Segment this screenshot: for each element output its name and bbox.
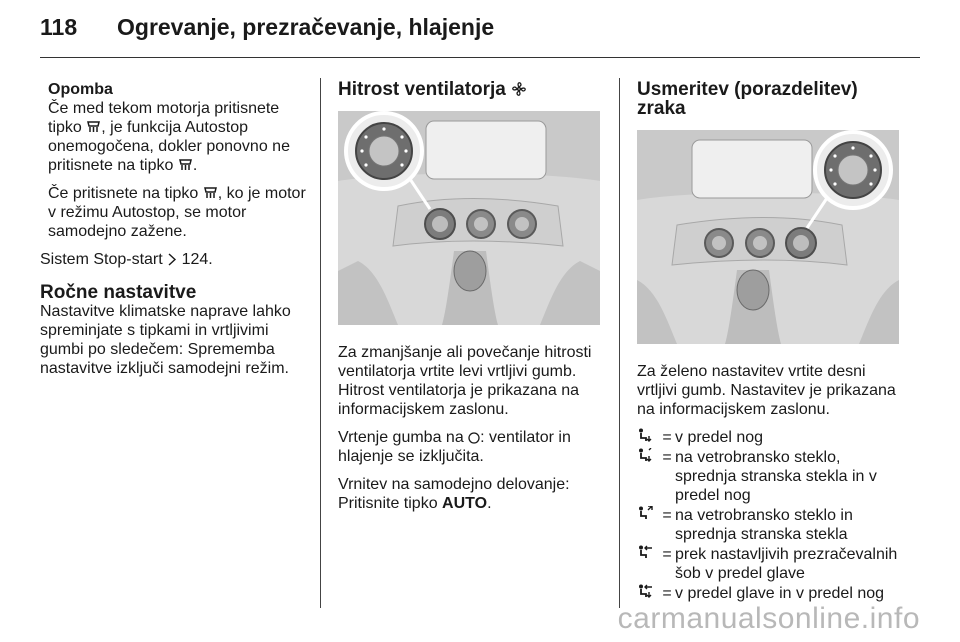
note-text: Če pritisnete na tipko [48,185,203,202]
header-rule [40,57,920,58]
note-paragraph-1 [48,99,308,175]
off-circle-icon [468,432,480,444]
dashboard-distribution-knob-figure [637,130,899,344]
list-equals: = [662,585,672,602]
list-item-text: prek nastavljivih prezračevalnih šob v predel glave [675,546,898,582]
list-item [637,545,905,583]
fan-speed-text-1: Za zmanjšanje ali povečanje hitrosti ventilatorja vrtite levi vrtljivi gumb. Hitrost ventilatorja je prikazana na informacijskem zaslonu. [338,344,592,418]
dashboard-illustration [338,111,600,325]
air-distribution-heading: Usmeritev (porazdelitev) zraka [637,79,858,119]
fan-off-text: : ventilator in hlajenje se izključita. [338,429,571,465]
auto-text: Vrnitev na samodejno delovanje: Pritisnite tipko [338,476,570,512]
list-equals: = [662,546,672,563]
auto-button-label: AUTO [442,495,488,512]
note-heading: Opomba [48,81,113,98]
note-text: , je funkcija Autostop onemogočena, dokler ponovno ne pritisnete na tipko [48,119,290,174]
list-equals: = [662,449,672,466]
note-box [40,80,308,241]
note-text: Če med tekom motorja pritisnete tipko [48,100,280,136]
dashboard-fan-knob-figure [338,111,600,325]
airflow-head-icon [637,545,659,583]
fan-speed-heading [338,80,604,99]
ac-button-icon [178,158,193,172]
list-equals: = [662,429,672,446]
ac-button-icon [86,120,101,134]
fan-icon [511,81,527,97]
reference-page: 124. [177,251,213,268]
auto-text: . [487,495,492,512]
list-equals: = [662,507,672,524]
list-item-text: v predel glave in v predel nog [675,585,885,602]
airflow-feet-icon [637,428,659,447]
list-item [637,584,905,603]
page-header [40,14,920,48]
note-paragraph-2 [48,184,308,241]
fan-off-text: Vrtenje gumba na [338,429,469,446]
fan-speed-text-3 [338,475,604,513]
dashboard-illustration [637,130,899,344]
column-divider-1 [320,78,321,608]
page-number: 118 [40,14,78,40]
manual-settings-heading: Ročne nastavitve [40,282,197,303]
air-distribution-list [637,428,905,603]
watermark: carmanualsonline.info [617,602,920,635]
column-right [637,80,905,604]
note-text: . [192,157,198,174]
page-title: Ogrevanje, prezračevanje, hlajenje [117,14,495,40]
airflow-head-feet-icon [637,584,659,603]
list-item [637,506,905,544]
fan-speed-title: Hitrost ventilatorja [338,79,506,100]
air-distribution-text: Za želeno nastavitev vrtite desni vrtljivi gumb. Nastavitev je prikazana na informacijskem zaslonu. [637,363,896,418]
list-item [637,428,905,447]
list-item [637,448,905,505]
column-divider-2 [619,78,620,608]
airflow-windscreen-icon [637,506,659,544]
ac-button-icon [203,186,218,200]
fan-speed-text-2 [338,428,604,466]
column-middle [338,80,604,522]
page-reference-arrow-icon [167,253,177,266]
manual-settings-text: Nastavitve klimatske naprave lahko spreminjate s tipkami in vrtljivimi gumbi po sledečem: Sprememba nastavitve izključi samodejni režim. [40,303,291,377]
reference-text: Sistem Stop-start [40,251,168,268]
list-item-text: na vetrobransko steklo, sprednja stranska stekla in v predel nog [675,449,877,504]
column-left [40,80,308,387]
list-item-text: na vetrobransko steklo in sprednja stranska stekla [675,507,853,543]
airflow-windscreen-feet-icon [637,448,659,505]
stop-start-reference [40,250,308,269]
list-item-text: v predel nog [675,429,764,446]
note-text: , ko je motor v režimu Autostop, se motor samodejno zažene. [48,185,306,240]
